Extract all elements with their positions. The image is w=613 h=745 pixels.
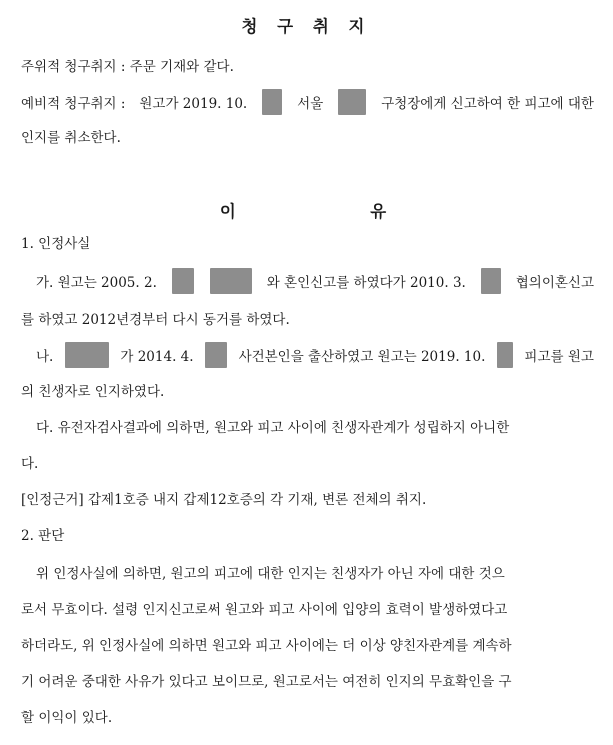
- redaction-box: [497, 342, 513, 368]
- ga-part1: 가. 원고는 2005. 2.: [36, 275, 157, 291]
- judgment-line: 할 이익이 있다.: [21, 710, 113, 726]
- section1-heading: 1. 인정사실: [21, 236, 91, 252]
- paragraph-ga-line2: 를 하였고 2012년경부터 다시 동거를 하였다.: [21, 312, 290, 328]
- paragraph-na-line1: [36, 346, 594, 368]
- secondary-claim-part3: 구청장에게 신고하여 한 피고에 대한: [381, 96, 594, 112]
- evidence-basis: [인정근거] 갑제1호증 내지 갑제12호증의 각 기재, 변론 전체의 취지.: [21, 492, 427, 508]
- na-part1: 나.: [36, 349, 54, 365]
- judgment-line: 하더라도, 위 인정사실에 의하면 원고와 피고 사이에는 더 이상 양친자관계를 계속하: [21, 638, 512, 654]
- redaction-box: [210, 268, 252, 294]
- na-part3: 사건본인을 출산하였고 원고는 2019. 10.: [238, 349, 486, 365]
- secondary-claim-part1: 원고가 2019. 10.: [139, 96, 248, 112]
- paragraph-da-line2: 다.: [21, 456, 39, 472]
- redaction-box: [205, 342, 227, 368]
- primary-claim-line: [21, 57, 234, 77]
- paragraph-ga-line1: [36, 272, 594, 294]
- secondary-claim-part2: 서울: [297, 96, 324, 112]
- na-part2: 가 2014. 4.: [120, 349, 194, 365]
- secondary-claim-line: [21, 93, 594, 115]
- na-part4: 피고를 원고: [524, 349, 594, 365]
- secondary-claim-line2: 인지를 취소한다.: [21, 130, 121, 146]
- paragraph-da-line1: 다. 유전자검사결과에 의하면, 원고와 피고 사이에 친생자관계가 성립하지 아니한: [36, 420, 510, 436]
- reasons-title: 이 유: [219, 202, 394, 221]
- section2-heading: 2. 판단: [21, 528, 65, 544]
- judgment-line: 기 어려운 중대한 사유가 있다고 보이므로, 원고로서는 여전히 인지의 무효확인을 구: [21, 674, 512, 690]
- redaction-box: [481, 268, 501, 294]
- redaction-box: [172, 268, 194, 294]
- judgment-line: 로서 무효이다. 설령 인지신고로써 원고와 피고 사이에 입양의 효력이 발생하였다고: [21, 602, 508, 618]
- redaction-box: [262, 89, 282, 115]
- secondary-claim-label: 예비적 청구취지 :: [21, 96, 126, 112]
- primary-claim-label: 주위적 청구취지 :: [21, 59, 126, 75]
- primary-claim-text: 주문 기재와 같다.: [129, 59, 234, 75]
- claim-title: 청 구 취 지: [241, 17, 372, 36]
- judgment-line: 위 인정사실에 의하면, 원고의 피고에 대한 인지는 친생자가 아닌 자에 대한 것으: [36, 566, 505, 582]
- ga-part2: 와 혼인신고를 하였다가 2010. 3.: [266, 275, 466, 291]
- paragraph-na-line2: 의 친생자로 인지하였다.: [21, 384, 165, 400]
- redaction-box: [338, 89, 366, 115]
- ga-part3: 협의이혼신고: [515, 275, 594, 291]
- redaction-box: [65, 342, 109, 368]
